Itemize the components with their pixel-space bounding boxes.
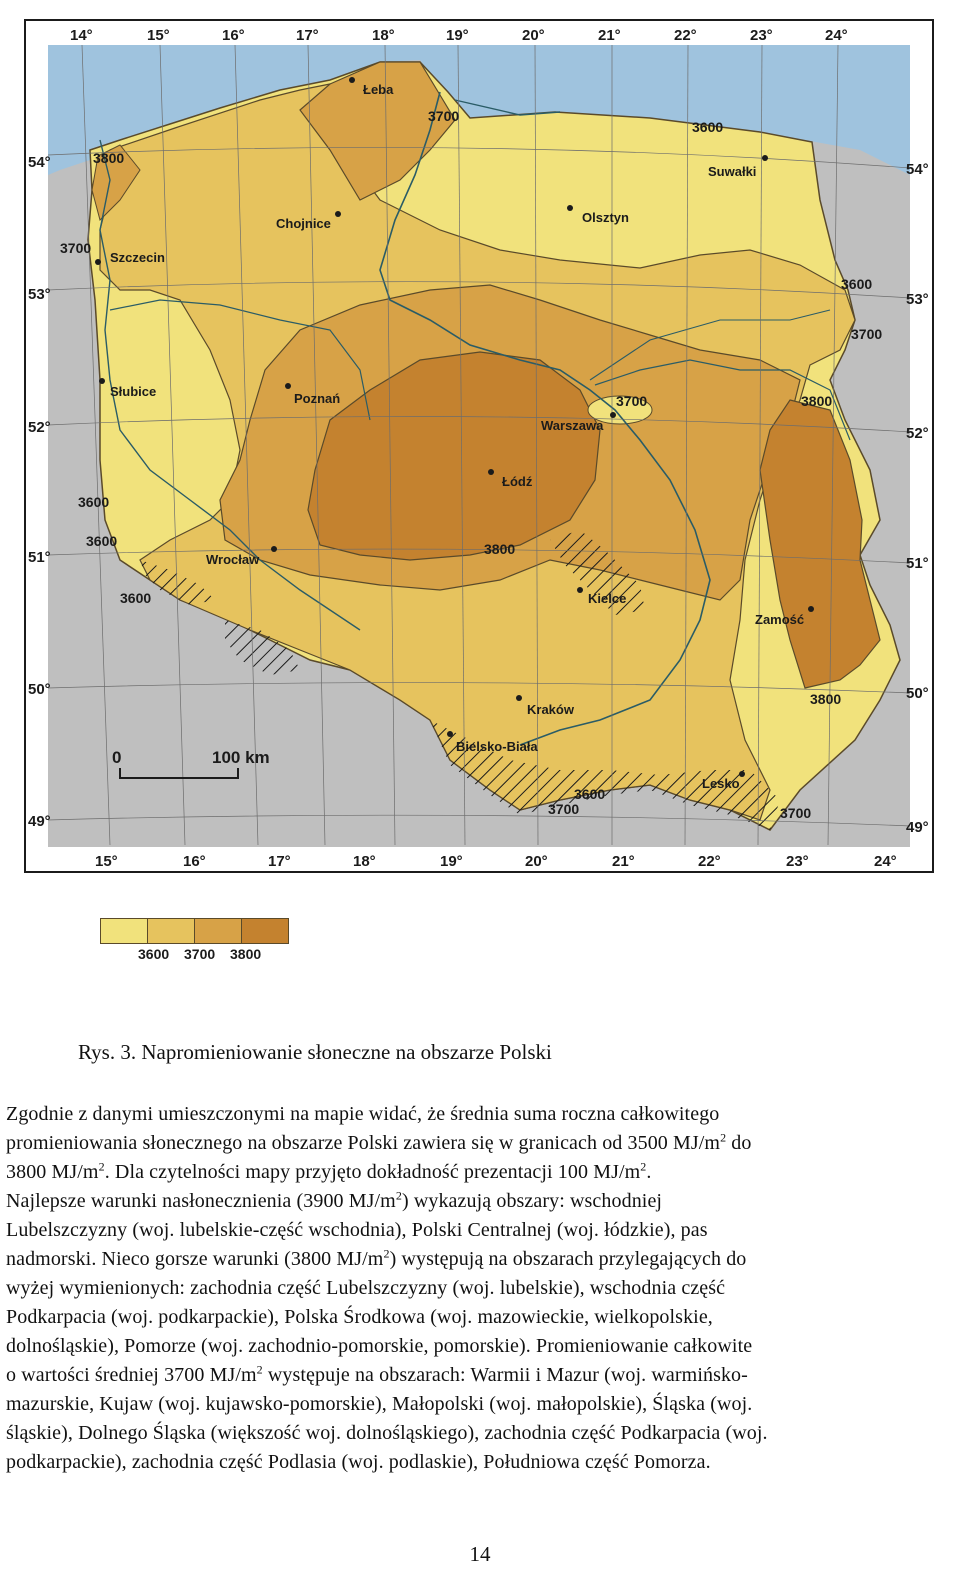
lat-label: 53° [28, 286, 51, 303]
text-line [6, 1448, 956, 1477]
lat-label: 50° [906, 685, 929, 702]
isoline-label: 3700 [428, 108, 460, 124]
legend-swatch [147, 918, 195, 944]
city-label-zamosc: Zamość [755, 612, 805, 627]
lon-label: 14° [70, 27, 93, 44]
city-dot [610, 412, 616, 418]
lat-label: 52° [28, 419, 51, 436]
isoline-label: 3600 [841, 276, 873, 292]
lat-label: 50° [28, 681, 51, 698]
isoline-label: 3700 [548, 801, 580, 817]
text-line [6, 1216, 956, 1245]
city-dot [95, 259, 101, 265]
city-label-olsztyn: Olsztyn [582, 210, 629, 225]
city-label-lodz: Łódź [502, 474, 533, 489]
text-line [6, 1303, 956, 1332]
isoline-label: 3600 [86, 533, 118, 549]
city-dot [762, 155, 768, 161]
text-span: występuje na obszarach: Warmii i Mazur (woj. warmińsko- [262, 1364, 748, 1386]
lat-label: 52° [906, 425, 929, 442]
isoline-label: 3800 [484, 541, 516, 557]
legend-label: 3800 [230, 946, 262, 962]
city-dot [285, 383, 291, 389]
isoline-label: 3600 [692, 119, 724, 135]
isoline-label: 3700 [60, 240, 92, 256]
lon-label: 17° [268, 853, 291, 870]
city-label-slubice: Słubice [110, 384, 157, 399]
legend-label: 3600 [138, 946, 170, 962]
text-span: Lubelszczyzny (woj. lubelskie-część wschodnia), Polski Centralnej (woj. łódzkie), pas [6, 1219, 708, 1241]
lat-label: 54° [28, 154, 51, 171]
superscript: 2 [256, 1362, 263, 1377]
isoline-label: 3700 [616, 393, 648, 409]
lat-label: 51° [906, 555, 929, 572]
text-span: nadmorski. Nieco gorsze warunki (3800 MJ/m [6, 1248, 384, 1270]
lon-label: 17° [296, 27, 319, 44]
lat-label: 51° [28, 549, 51, 566]
isoline-label: 3600 [78, 494, 110, 510]
text-span: śląskie), Dolnego Śląska (większość woj. dolnośląskiego), zachodnia część Podkarpacia (woj. [6, 1422, 768, 1444]
text-line [6, 1129, 956, 1158]
legend-swatch [194, 918, 242, 944]
superscript: 2 [640, 1159, 647, 1174]
lon-label: 15° [95, 853, 118, 870]
city-dot [349, 77, 355, 83]
text-span: mazurskie, Kujaw (woj. kujawsko-pomorskie), Małopolski (woj. małopolskie), Śląska (woj. [6, 1393, 753, 1415]
lat-label: 49° [28, 813, 51, 830]
lon-label: 24° [874, 853, 897, 870]
lon-label: 22° [674, 27, 697, 44]
city-dot [577, 587, 583, 593]
city-label-bielsko: Bielsko-Biała [456, 739, 538, 754]
text-span: Podkarpacia (woj. podkarpackie), Polska Środkowa (woj. mazowieckie, wielkopolskie, [6, 1306, 713, 1328]
text-span: podkarpackie), zachodnia część Podlasia (woj. podlaskie), Południowa część Pomorza. [6, 1451, 711, 1473]
isoline-label: 3700 [851, 326, 883, 342]
city-label-chojnice: Chojnice [276, 216, 331, 231]
city-dot [808, 606, 814, 612]
text-line [6, 1332, 956, 1361]
lat-label: 53° [906, 291, 929, 308]
legend-swatches [100, 918, 290, 944]
superscript: 2 [720, 1130, 727, 1145]
page-number: 14 [469, 1542, 491, 1566]
city-label-kielce: Kielce [588, 591, 627, 606]
isoline-label: 3600 [574, 786, 606, 802]
text-span: Najlepsze warunki nasłonecznienia (3900 MJ/m [6, 1190, 396, 1212]
text-span: ) wykazują obszary: wschodniej [401, 1190, 663, 1212]
lon-label: 21° [612, 853, 635, 870]
lon-label: 21° [598, 27, 621, 44]
text-line [6, 1158, 956, 1187]
legend-labels [100, 946, 290, 966]
city-dot [516, 695, 522, 701]
city-dot [567, 205, 573, 211]
text-line [6, 1361, 956, 1390]
text-span: o wartości średniej 3700 MJ/m [6, 1364, 257, 1386]
city-label-leba: Łeba [363, 82, 394, 97]
lon-label: 23° [750, 27, 773, 44]
text-span: dolnośląskie), Pomorze (woj. zachodnio-pomorskie, pomorskie). Promieniowanie całkowite [6, 1335, 753, 1357]
city-label-lesko: Lesko [702, 776, 740, 791]
text-line [6, 1245, 956, 1274]
scale-start-label: 0 [112, 748, 122, 767]
lon-label: 16° [183, 853, 206, 870]
lon-label: 18° [353, 853, 376, 870]
text-span: do [726, 1132, 752, 1154]
text-line [6, 1100, 956, 1129]
text-span: wyżej wymienionych: zachodnia część Lubelszczyzny (woj. lubelskie), wschodnia część [6, 1277, 726, 1299]
text-span: promieniowania słonecznego na obszarze Polski zawiera się w granicach od 3500 MJ/m [6, 1132, 721, 1154]
text-span: 3800 MJ/m [6, 1161, 99, 1183]
text-span: . Dla czytelności mapy przyjęto dokładność prezentacji 100 MJ/m [104, 1161, 641, 1183]
lon-label: 20° [525, 853, 548, 870]
lon-label: 23° [786, 853, 809, 870]
city-label-warszawa: Warszawa [541, 418, 604, 433]
city-label-krakow: Kraków [527, 702, 574, 717]
legend-swatch [100, 918, 148, 944]
city-label-szczecin: Szczecin [110, 250, 165, 265]
lon-label: 19° [440, 853, 463, 870]
city-label-wroclaw: Wrocław [206, 552, 260, 567]
isoline-label: 3800 [810, 691, 842, 707]
city-dot [447, 731, 453, 737]
isoline-label: 3600 [120, 590, 152, 606]
city-dot [271, 546, 277, 552]
legend-label: 3700 [184, 946, 216, 962]
lon-label: 15° [147, 27, 170, 44]
isoline-label: 3800 [801, 393, 833, 409]
text-line [6, 1187, 956, 1216]
city-dot [99, 378, 105, 384]
text-span: Zgodnie z danymi umieszczonymi na mapie widać, że średnia suma roczna całkowitego [6, 1103, 720, 1125]
lat-label: 49° [906, 819, 929, 836]
city-dot [739, 771, 745, 777]
city-label-suwalki: Suwałki [708, 164, 757, 179]
superscript: 2 [98, 1159, 105, 1174]
text-line [6, 1419, 956, 1448]
superscript: 2 [395, 1188, 402, 1203]
text-line [6, 1390, 956, 1419]
map-legend [100, 918, 290, 968]
city-dot [335, 211, 341, 217]
lon-label: 24° [825, 27, 848, 44]
figure-caption: Rys. 3. Napromieniowanie słoneczne na obszarze Polski [78, 1040, 552, 1064]
lon-label: 16° [222, 27, 245, 44]
lat-label: 54° [906, 161, 929, 178]
lon-label: 18° [372, 27, 395, 44]
text-span: . [646, 1161, 652, 1183]
legend-swatch [241, 918, 289, 944]
isoline-label: 3800 [93, 150, 125, 166]
body-paragraph [6, 1100, 956, 1477]
scale-end-label: 100 km [212, 748, 270, 767]
city-label-poznan: Poznań [294, 391, 341, 406]
isoline-label: 3700 [780, 805, 812, 821]
text-line [6, 1274, 956, 1303]
lon-label: 22° [698, 853, 721, 870]
text-span: ) występują na obszarach przylegających do [389, 1248, 747, 1270]
lon-label: 19° [446, 27, 469, 44]
lon-label: 20° [522, 27, 545, 44]
superscript: 2 [383, 1246, 390, 1261]
city-dot [488, 469, 494, 475]
